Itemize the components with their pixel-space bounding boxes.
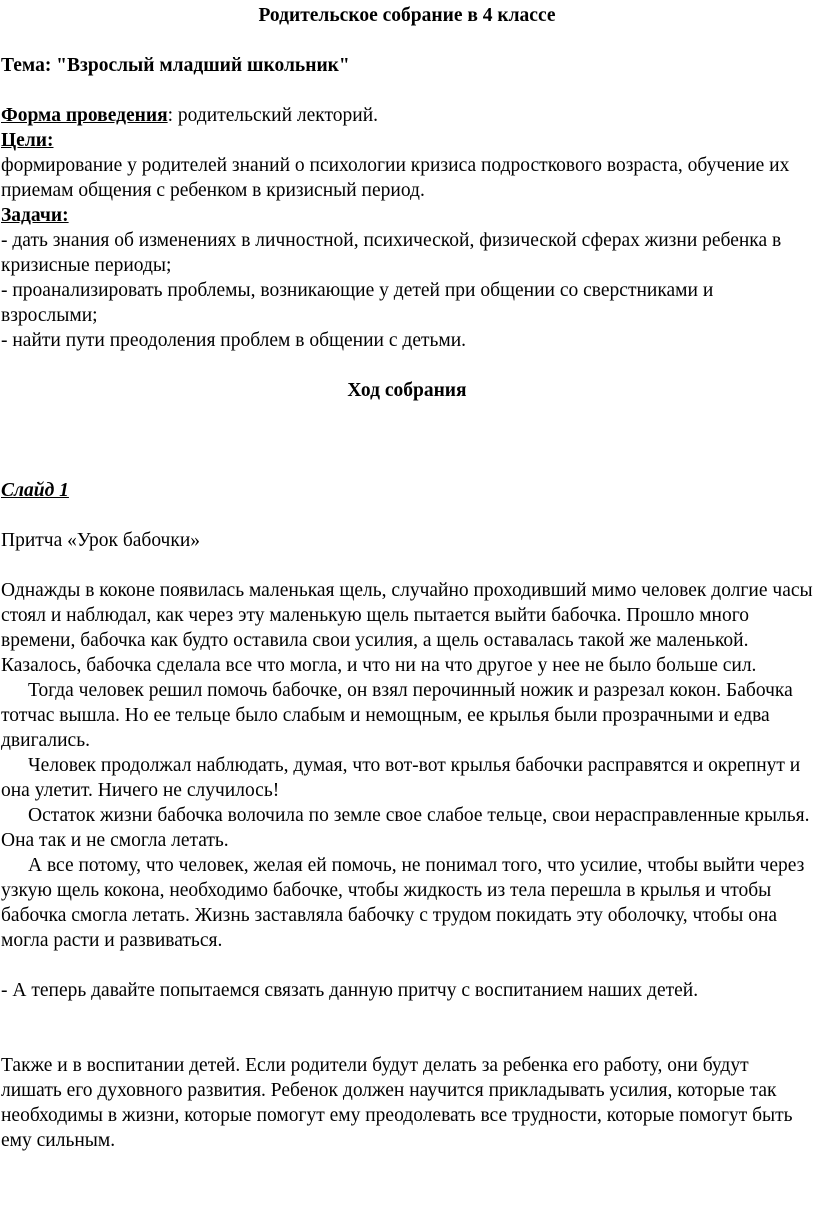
topic-line: Тема: "Взрослый младший школьник" [1, 55, 350, 76]
goals-text: формирование у родителей знаний о психологии кризиса подросткового возраста, обучение их приемам общения с ребенком в кризисный период. [1, 155, 790, 201]
course-heading: Ход собрания [347, 380, 467, 401]
goals-label: Цели: [1, 130, 54, 151]
form-value: : родительский лекторий. [167, 105, 379, 126]
form-line [1, 103, 813, 128]
parable-title: Притча «Урок бабочки» [1, 530, 201, 551]
task-item: - проанализировать проблемы, возникающие у детей при общении со сверстниками и взрослыми; [1, 280, 714, 326]
parable-paragraph: Тогда человек решил помочь бабочке, он взял перочинный ножик и разрезал кокон. Бабочка тотчас вышла. Но ее тельце было слабым и немощным, ее крылья были прозрачными и едва двигались. [1, 680, 793, 751]
parable-paragraph: Остаток жизни бабочка волочила по земле свое слабое тельце, свои нерасправленные крылья. Она так и не смогла летать. [1, 805, 810, 851]
document-page [1, 3, 813, 1153]
form-label: Форма проведения [1, 105, 168, 126]
slide-1-label: Слайд 1 [1, 480, 69, 501]
parable-paragraph: Человек продолжал наблюдать, думая, что вот-вот крылья бабочки расправятся и окрепнут и она улетит. Ничего не случилось! [1, 755, 801, 801]
parable-paragraph: Однажды в коконе появилась маленькая щель, случайно проходивший мимо человек долгие часы стоял и наблюдал, как через эту маленькую щель пытается выйти бабочка. Прошло много времени, бабочка как будто оставила свои усилия, а щель оставалась такой же маленькой. Казалось, бабочка сделала все что могла, и что ни на что другое у нее не было больше сил. [1, 580, 813, 676]
parable-paragraph: А все потому, что человек, желая ей помочь, не понимал того, что усилие, чтобы выйти через узкую щель кокона, необходимо бабочке, чтобы жидкость из тела перешла в крылья и чтобы бабочка смогла летать. Жизнь заставляла бабочку с трудом покидать эту оболочку, чтобы она могла расти и развиваться. [1, 855, 805, 951]
task-item: - найти пути преодоления проблем в общении с детьми. [1, 330, 467, 351]
transition-line: - А теперь давайте попытаемся связать данную притчу с воспитанием наших детей. [1, 980, 699, 1001]
task-item: - дать знания об изменениях в личностной, психической, физической сферах жизни ребенка в кризисные периоды; [1, 230, 782, 276]
conclusion-paragraph: Также и в воспитании детей. Если родители будут делать за ребенка его работу, они будут лишать его духовного развития. Ребенок должен научится прикладывать усилия, которые так необходимы в жизни, которые помогут ему преодолевать все трудности, которые помогут быть ему сильным. [1, 1055, 793, 1151]
tasks-label: Задачи: [1, 205, 69, 226]
document-title: Родительское собрание в 4 классе [258, 5, 556, 26]
